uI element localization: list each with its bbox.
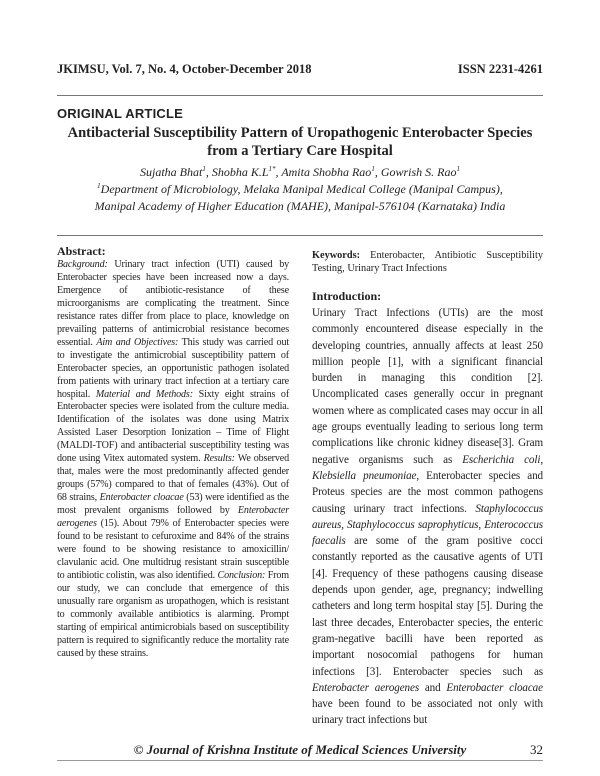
organism-name: Escherichia coli bbox=[462, 453, 541, 466]
methods-text: Sixty eight strains of Enterobacter species were isolated from the culture media. Identification of the isolates was done using Matrix Assisted Laser Desorption Ionization – Time of Flight (MALDI-TOF) and antibacterial susceptibility testing was done using Vitex automated system. bbox=[57, 388, 290, 465]
abstract-heading: Abstract: bbox=[57, 244, 106, 258]
affiliation bbox=[57, 181, 543, 215]
results-text-c: (15). About 79% of Enterobacter species were found to be resistant to cefuroxime and 84% of the strains were found to be showing resistance to amoxicillin/ clavulanic acid. One multidrug resistant strain susceptible to antibiotic colistin, was also identified. bbox=[57, 518, 289, 581]
intro-text-4: have been found to be associated not only with urinary tract infections but bbox=[312, 698, 543, 727]
affiliation-line-2: Manipal Academy of Higher Education (MAHE), Manipal-576104 (Karnataka) India bbox=[94, 199, 506, 213]
abstract-column bbox=[57, 244, 289, 661]
author-list: Sujatha Bhat$^1$, Shobha $K.L^{1*}$, Amita Shobha Rao$^1$, Gowrish S. Rao$^1$ bbox=[139, 165, 460, 179]
page-number: 32 bbox=[530, 742, 543, 757]
author-name: Shobha K.L bbox=[211, 165, 269, 179]
author-name: Gowrish S. Rao bbox=[380, 165, 457, 179]
header-rule bbox=[57, 95, 543, 96]
conclusion-text: From our study, we can conclude that emergence of this unusually rare organism as uropathogen, which is resistant to commonly available antibiotics is alarming. Prompt starting of empirical antimicrobials based on susceptibility pattern is required to significantly reduce the mortality rate caused by these strains. bbox=[57, 569, 289, 659]
results-text-a: We observed that, males were the most predominantly affected gender groups (57%) compared to that of females (43%). Out of 68 strains, bbox=[57, 453, 289, 504]
author-name: Amita Shobha Rao bbox=[281, 165, 372, 179]
footer-rule bbox=[57, 760, 543, 761]
organism-name: Enterobacter cloacae bbox=[99, 492, 184, 504]
organism-name: Staphylococcus aureus bbox=[312, 502, 543, 531]
author-name: Sujatha Bhat bbox=[139, 165, 203, 179]
affiliation-line-1: Department of Microbiology, Melaka Manipal Medical College (Manipal Campus), bbox=[100, 182, 503, 196]
methods-label: Material and Methods: bbox=[95, 388, 193, 400]
intro-text-1: Urinary Tract Infections (UTIs) are the most commonly encountered disease especially in the developing countries, annually affects at least 250 million people [1], with a significant financial burden in managing this condition [2]. Uncomplicated cases generally occur in pregnant women where as complicated cases may occur in all age groups eventually leading to serious long term complications like chronic kidney disease[3]. Gram negative organisms such as bbox=[312, 307, 543, 466]
conclusion-label: Conclusion: bbox=[217, 569, 266, 581]
author-sup: 1 bbox=[202, 165, 206, 173]
keywords-text: Enterobacter, Antibiotic Susceptibility Testing, Urinary Tract Infections bbox=[312, 250, 543, 274]
affiliation-sup: 1 bbox=[97, 182, 101, 190]
introduction-text: Urinary Tract Infections (UTIs) are the most commonly encountered disease especially in the developing countries, annually affects at least 250 million people [1], with a significant financial burden in managing this condition [2]. Uncomplicated cases generally occur in pregnant women where as complicated cases may occur in all age groups eventually leading to serious long term complications like chronic kidney disease[3]. Gram negative organisms such as Escherichia coli, Klebsiella pneumoniae, Enterobacter species and Proteus species are the most common pathogens causing urinary tract infections. Staphylococcus aureus, Staphylococcus saprophyticus, Enterococcus faecalis are some of the gram positive cocci constantly reported as the causative agents of UTI [4]. Frequency of these pathogens causing disease depends upon gender, age, pregnancy; indwelling catheters and long term hospital stay [5]. During the last three decades, Enterobacter species, the enteric gram-negative bacilli have been reported as important nosocomial pathogens for human infections [3]. Enterobacter species such as Enterobacter aerogenes and Enterobacter cloacae have been found to be associated not only with urinary tract infections but bbox=[312, 307, 543, 727]
background-text: Urinary tract infection (UTI) caused by Enterobacter species have been increased now a days. Emergence of antibiotic-resistance of these microorganisms are complicating the treatment. Since resistance rates differ from place to place, knowledge on prevailing patterns of antimicrobial resistance becomes essential. bbox=[57, 259, 290, 348]
author-sup: 1 bbox=[371, 165, 375, 173]
journal-citation: JKIMSU, Vol. 7, No. 4, October-December 2018 bbox=[57, 62, 312, 76]
abstract-text bbox=[57, 259, 289, 661]
organism-name: Enterobacter aerogenes bbox=[312, 681, 420, 694]
running-header bbox=[57, 62, 543, 80]
author-sup: 1 bbox=[456, 165, 460, 173]
aim-label: Aim and Objectives: bbox=[96, 336, 179, 348]
results-label: Results: bbox=[203, 453, 235, 465]
body-column bbox=[312, 244, 543, 729]
keywords-label: Keywords: bbox=[312, 250, 361, 261]
organism-name: Enterobacter cloacae bbox=[446, 681, 543, 694]
intro-text-3: are some of the gram positive cocci constantly reported as the causative agents of UTI [4]. Frequency of these pathogens causing disease depends upon gender, age, pregnancy; indwelling catheters and long term hospital stay [5]. During the last three decades, Enterobacter species, the enteric gram-negative bacilli have been reported as important nosocomial pathogens for human infections [3]. Enterobacter species such as bbox=[312, 535, 543, 678]
organism-name: Staphylococcus saprophyticus bbox=[347, 518, 479, 531]
author-sup: 1* bbox=[268, 165, 276, 173]
article-title: Antibacterial Susceptibility Pattern of Uropathogenic Enterobacter Species from a Tertiary Care Hospital bbox=[67, 125, 533, 159]
introduction-heading: Introduction: bbox=[312, 289, 382, 303]
intro-text-2: , Enterobacter species and Proteus species are the most common pathogens causing urinary tract infections. bbox=[312, 469, 543, 515]
results-text-b: (53) were identified as the most prevalent organisms followed by bbox=[57, 492, 290, 517]
background-label: Background: bbox=[57, 259, 108, 270]
issn: ISSN 2231-4261 bbox=[457, 62, 543, 76]
organism-name: Enterobacter aerogenes bbox=[57, 505, 289, 530]
footer-copyright: © Journal of Krishna Institute of Medical Sciences University bbox=[133, 742, 467, 757]
intro-and: and bbox=[424, 681, 441, 694]
organism-name: Enterococcus faecalis bbox=[312, 518, 543, 548]
front-matter-rule bbox=[57, 235, 543, 236]
organism-name: Klebsiella pneumoniae bbox=[312, 469, 417, 482]
aim-text: This study was carried out to investigate the antimicrobial susceptibility pattern of Enterobacter species, an opportunistic pathogen isolated from patients with urinary tract infection at a tertiary care hospital. bbox=[57, 336, 289, 400]
article-type: ORIGINAL ARTICLE bbox=[57, 106, 183, 121]
keywords bbox=[312, 249, 543, 275]
